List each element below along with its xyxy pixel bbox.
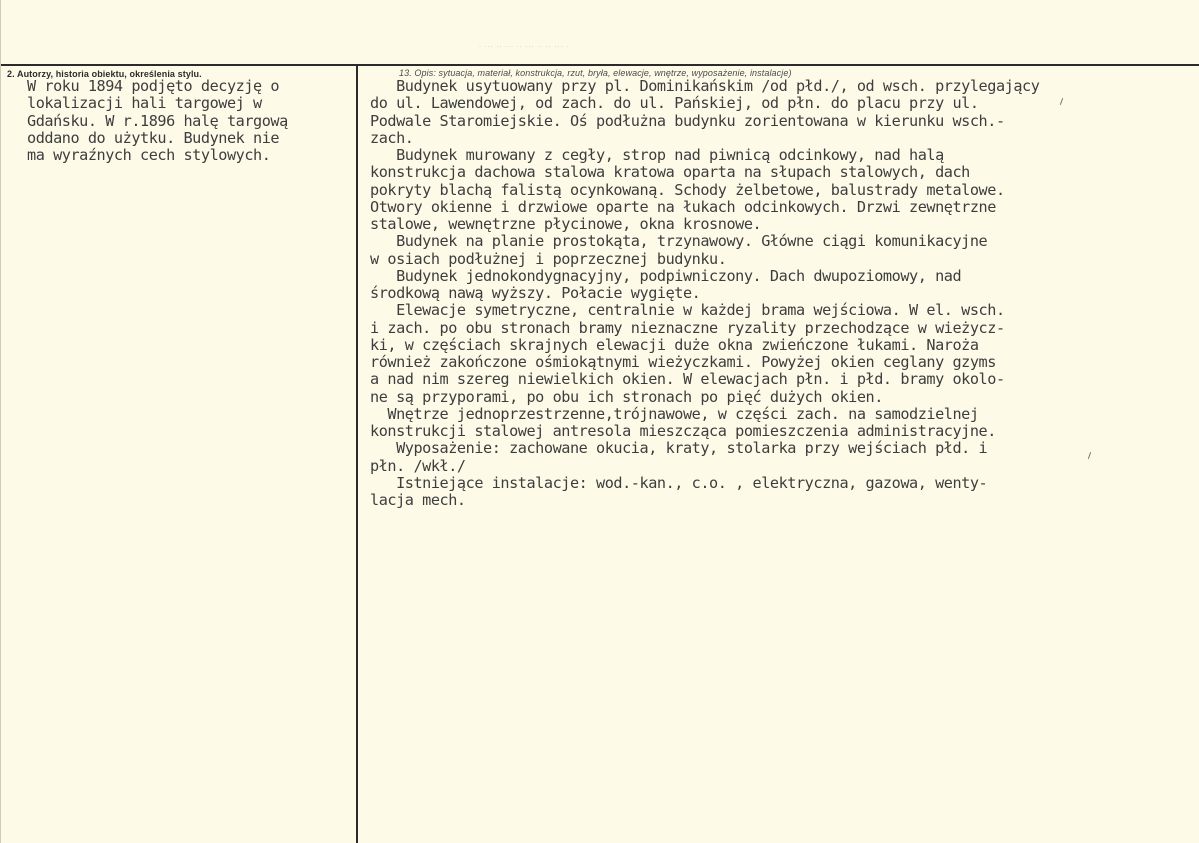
- section-13-label: 13. Opis: sytuacja, materiał, konstrukcja, rzut, bryła, elewacje, wnętrze, wyposażenie, instalacje): [399, 68, 792, 78]
- faint-header-mark: · ··· ·· ··· ·· ··· ·· ·· ··· ·: [479, 44, 570, 51]
- section-2-typed-text: W roku 1894 podjęto decyzję o lokalizacji hali targowej w Gdańsku. W r.1896 halę targową oddano do użytku. Budynek nie ma wyraźnych cech stylowych.: [27, 77, 288, 164]
- ink-tick-mark: [1060, 98, 1063, 105]
- column-divider: [356, 65, 358, 843]
- ink-tick-mark: [1088, 452, 1091, 459]
- section-13-typed-text: Budynek usytuowany przy pl. Dominikańskim /od płd./, od wsch. przylegający do ul. Lawendowej, od zach. do ul. Pańskiej, od płn. do placu przy ul. Podwale Staromiejskie. Oś podłużna budynku zorientowana w kierunku wsch.- zach. Budynek murowany z cegły, strop nad piwnicą odcinkowy, nad halą konstrukcja dachowa stalowa kratowa oparta na słupach stalowych, dach pokryty blachą falistą ocynkowaną. Schody żelbetowe, balustrady metalowe. Otwory okienne i drzwiowe oparte na łukach odcinkowych. Drzwi zewnętrzne stalowe, wewnętrzne płycinowe, okna krosnowe. Budynek na planie prostokąta, trzynawowy. Główne ciągi komunikacyjne w osiach podłużnej i poprzecznej budynku. Budynek jednokondygnacyjny, podpiwniczony. Dach dwupoziomowy, nad środkową nawą wyższy. Połacie wygięte. Elewacje symetryczne, centralnie w każdej brama wejściowa. W el. wsch. i zach. po obu stronach bramy nieznaczne ryzality przechodzące w wieżycz- ki, w częściach skrajnych elewacji duże okna zwieńczone łukami. Naroża również zakończone ośmiokątnymi wieżyczkami. Powyżej okien ceglany gzyms a nad nim szereg niewielkich okien. W elewacjach płn. i płd. bramy okolo- ne są przyporami, po obu ich stronach po pięć dużych okien. Wnętrze jednoprzestrzenne,trójnawowe, w części zach. na samodzielnej konstrukcji stalowej antresola mieszcząca pomieszczenia administracyjne. Wyposażenie: zachowane okucia, kraty, stolarka przy wejściach płd. i płn. /wkł./ Istniejące instalacje: wod.-kan., c.o. , elektryczna, gazowa, wenty- lacja mech.: [370, 77, 1040, 509]
- header-rule: [1, 64, 1199, 66]
- section-2-label: 2. Autorzy, historia obiektu, określenia stylu.: [7, 69, 202, 79]
